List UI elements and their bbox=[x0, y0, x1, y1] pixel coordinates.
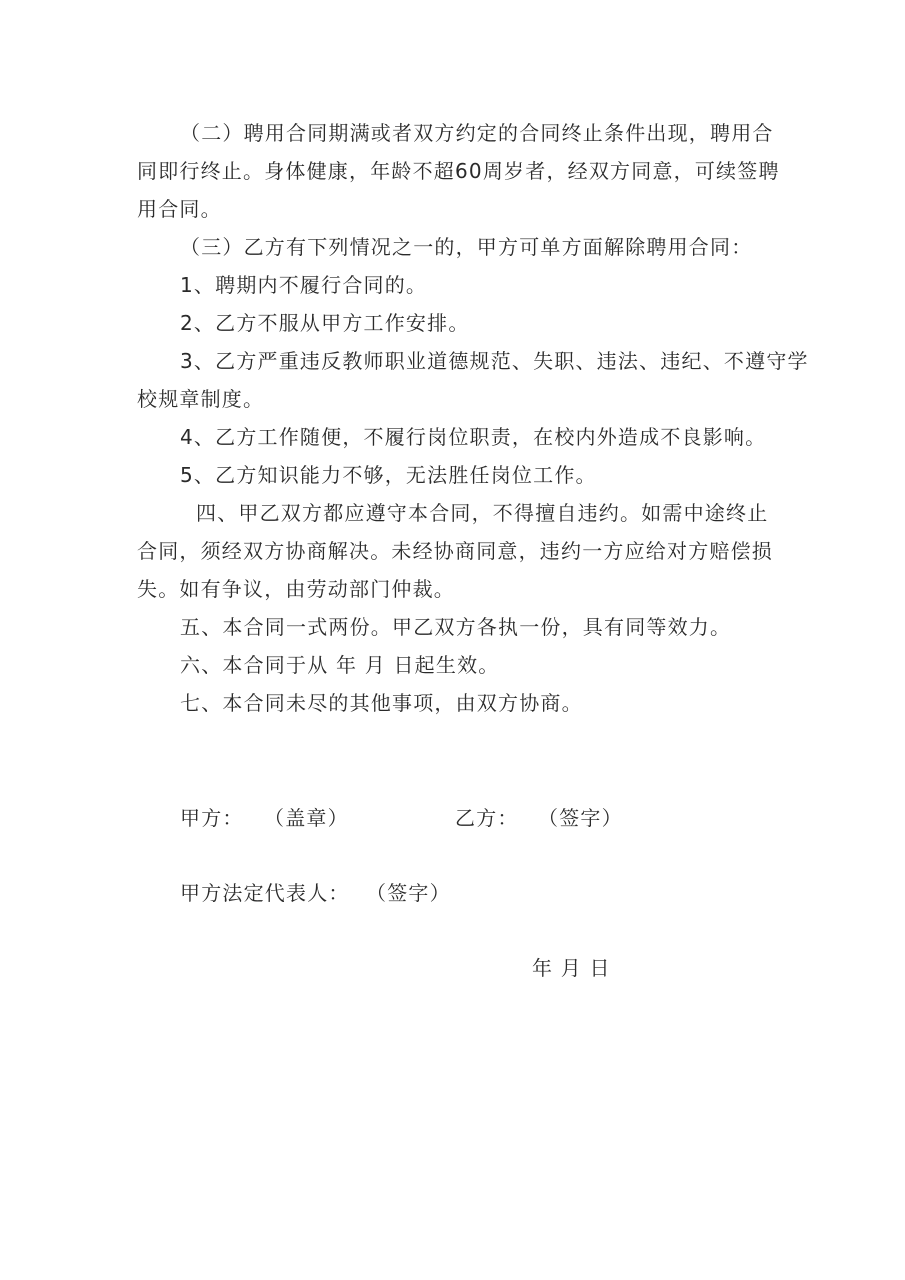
party-a-seal: （盖章） bbox=[264, 806, 349, 830]
clause-line-1: （二）聘用合同期满或者双方约定的合同终止条件出现，聘用合 bbox=[180, 121, 774, 145]
clause-line-15: 六、本合同于从 年 月 日起生效。 bbox=[180, 653, 500, 677]
clause-line-14: 五、本合同一式两份。甲乙双方各执一份，具有同等效力。 bbox=[180, 615, 732, 639]
representative-signature: （签字） bbox=[366, 881, 451, 905]
clause-line-5: 1、聘期内不履行合同的。 bbox=[180, 273, 428, 297]
clause-line-8: 校规章制度。 bbox=[137, 387, 265, 411]
clause-line-9: 4、乙方工作随便，不履行岗位职责，在校内外造成不良影响。 bbox=[180, 425, 767, 449]
clause-line-2: 同即行终止。身体健康，年龄不超60周岁者，经双方同意，可续签聘 bbox=[137, 159, 780, 183]
party-b-label: 乙方： bbox=[455, 806, 519, 830]
clause-line-6: 2、乙方不服从甲方工作安排。 bbox=[180, 311, 470, 335]
signing-date: 年 月 日 bbox=[532, 956, 611, 980]
clause-line-13: 失。如有争议，由劳动部门仲裁。 bbox=[137, 577, 455, 601]
clause-line-12: 合同，须经双方协商解决。未经协商同意，违约一方应给对方赔偿损 bbox=[137, 539, 773, 563]
representative-label: 甲方法定代表人： bbox=[180, 881, 350, 905]
clause-line-7: 3、乙方严重违反教师职业道德规范、失职、违法、违纪、不遵守学 bbox=[180, 349, 809, 373]
clause-line-4: （三）乙方有下列情况之一的，甲方可单方面解除聘用合同： bbox=[180, 235, 753, 259]
party-a-label: 甲方： bbox=[180, 806, 244, 830]
party-b-signature: （签字） bbox=[538, 806, 623, 830]
clause-line-3: 用合同。 bbox=[137, 197, 222, 221]
clause-line-11: 四、甲乙双方都应遵守本合同，不得擅自违约。如需中途终止 bbox=[196, 501, 769, 525]
clause-line-10: 5、乙方知识能力不够，无法胜任岗位工作。 bbox=[180, 463, 597, 487]
clause-line-16: 七、本合同未尽的其他事项，由双方协商。 bbox=[180, 691, 583, 715]
